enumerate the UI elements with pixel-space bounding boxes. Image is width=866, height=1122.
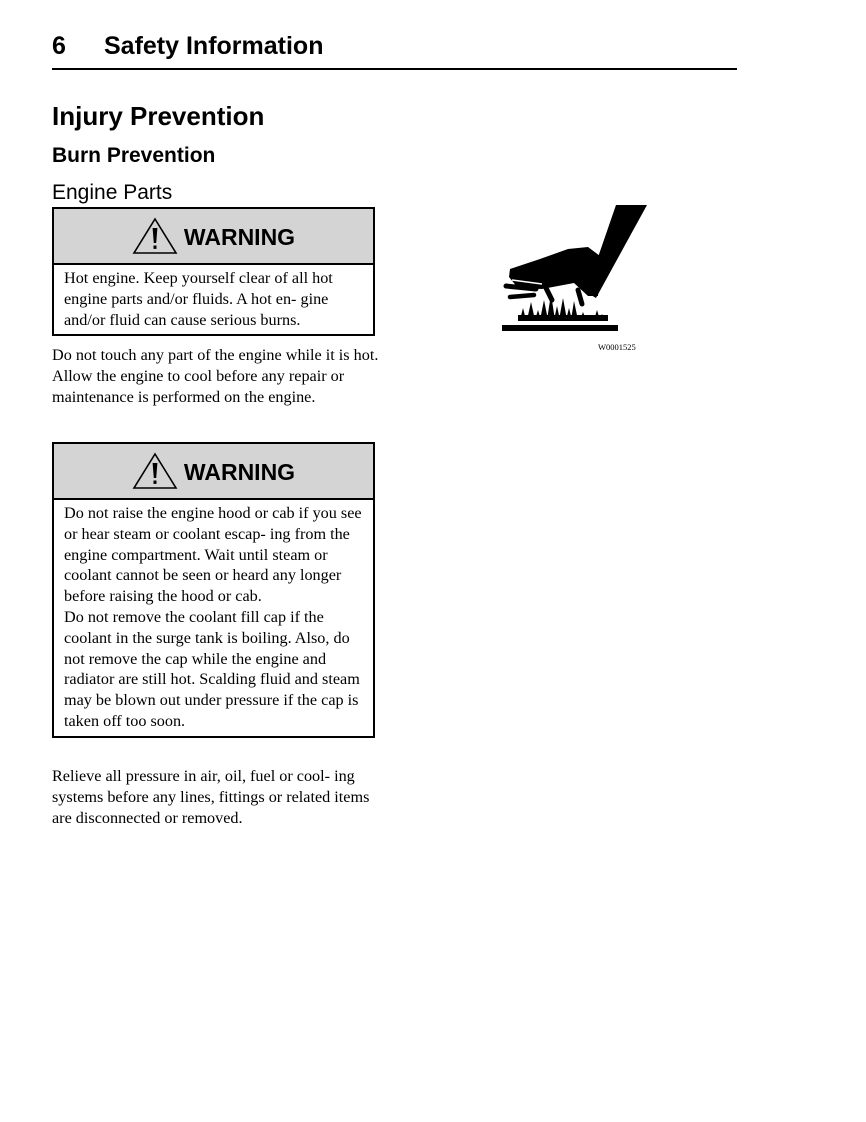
warning-box-steam-coolant [52, 442, 375, 738]
warning-paragraph: Hot engine. Keep yourself clear of all hot engine parts and/or fluids. A hot en- gine and/or fluid can cause serious burns. [64, 269, 333, 329]
warning-triangle-icon [132, 217, 178, 255]
hot-surface-hand-icon [502, 204, 648, 336]
warning-box-hot-engine [52, 207, 375, 336]
page-header [52, 28, 737, 70]
warning-text [54, 265, 373, 334]
page-number: 6 [52, 32, 66, 60]
warning-paragraph: Do not raise the engine hood or cab if you see or hear steam or coolant escap- ing from the engine compartment. Wait until steam or coolant cannot be seen or heard any longer before raising the hood or cab. [64, 504, 362, 606]
warning-label: WARNING [183, 224, 296, 250]
warning-triangle-icon [132, 452, 178, 490]
heading-engine-parts: Engine Parts [52, 181, 173, 204]
body-paragraph-engine-hot: Do not touch any part of the engine while it is hot. Allow the engine to cool before any repair or maintenance is performed on the engine. [52, 346, 379, 406]
heading-injury-prevention: Injury Prevention [52, 101, 265, 131]
warning-header [54, 209, 373, 265]
warning-header [54, 444, 373, 500]
heading-burn-prevention: Burn Prevention [52, 144, 216, 167]
figure-id: W0001525 [598, 342, 636, 352]
warning-paragraph: Do not remove the coolant fill cap if the coolant in the surge tank is boiling. Also, do not remove the cap while the engine and radiator are still hot. Scalding fluid and steam may be blown out under pressure if the cap is taken off too soon. [64, 607, 360, 730]
section-title: Safety Information [104, 32, 324, 60]
warning-label: WARNING [183, 459, 296, 485]
body-paragraph-relieve-pressure: Relieve all pressure in air, oil, fuel or cool- ing systems before any lines, fittings or related items are disconnected or removed. [52, 767, 370, 827]
warning-text [54, 500, 373, 736]
